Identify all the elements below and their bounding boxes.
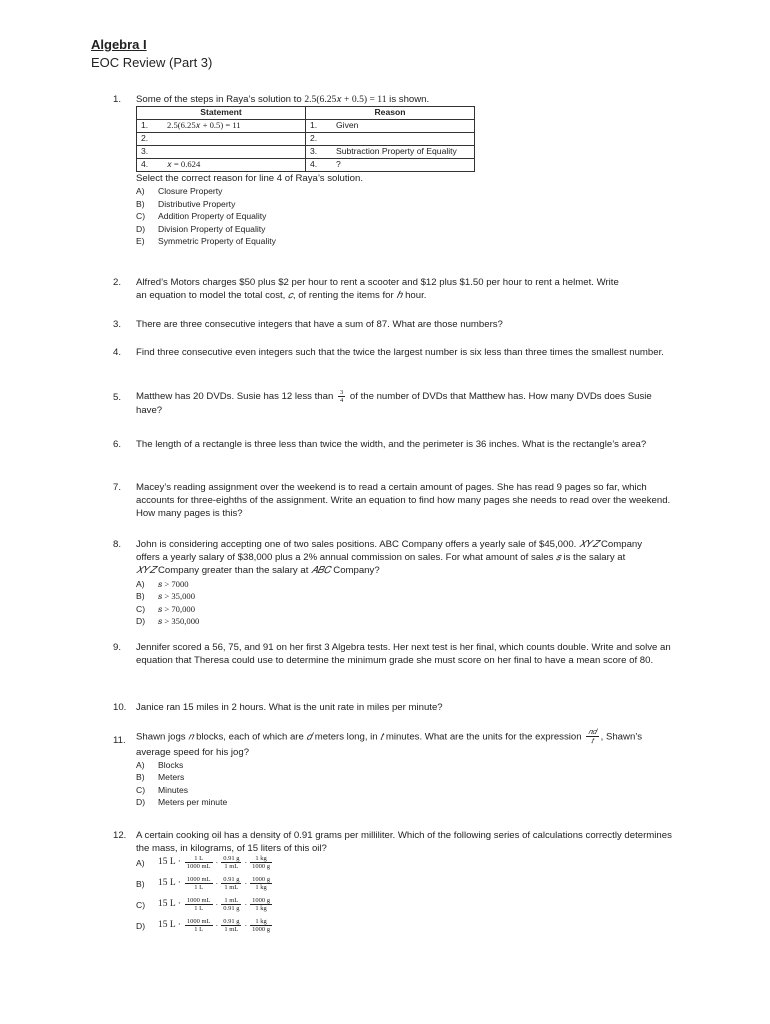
question-text: The length of a rectangle is three less than twice the width, and the perimeter is 36 inches. What is the rectangle’s area? [136, 439, 647, 450]
unit-fraction [185, 897, 213, 912]
q2-var-h: ℎ [396, 290, 403, 302]
fraction-denominator: 1 mL [224, 884, 239, 892]
q11-text-c: meters long, in [312, 731, 381, 743]
q11-text-e: , Shawn’s [600, 731, 643, 743]
q2-line-2c: hour. [402, 290, 427, 302]
q8-line-3a: Company greater than the salary at [155, 565, 312, 577]
answer-option [136, 223, 683, 235]
fraction-denominator: 1 L [194, 905, 204, 913]
option-letter: B) [136, 772, 145, 783]
q11-text-a: Shawn jogs [136, 731, 189, 743]
q11-text-d: minutes. What are the units for the expression [383, 731, 585, 743]
answer-options [136, 852, 683, 936]
fraction [586, 728, 598, 746]
q1-equation: 2.5(6.25𝑥 + 0.5) = 11 [304, 94, 387, 105]
question-text: Find three consecutive even integers such that the twice the largest number is six less than three times the smallest number. [136, 347, 664, 358]
question-text: A certain cooking oil has a density of 0.91 grams per milliliter. Which of the following series of calculations correctly determines the mass, in kilograms, of 15 liters of this oil? [136, 830, 672, 855]
row-number: 3. [141, 146, 149, 157]
question-number: 9. [113, 642, 122, 653]
question-number: 2. [113, 277, 122, 288]
option-letter: C) [136, 784, 146, 795]
table-header-reason: Reason [306, 107, 475, 120]
fraction-denominator: 1000 mL [186, 863, 211, 871]
q8-line-2b: is the salary at [560, 552, 626, 564]
unit-fraction [250, 918, 272, 933]
unit-fraction [221, 918, 241, 933]
unit-fraction [185, 855, 213, 870]
question-11 [113, 728, 683, 809]
row-number: 4. [141, 159, 149, 170]
answer-option [136, 784, 683, 796]
option-letter: E) [136, 236, 145, 247]
q2-line-2a: an equation to model the total cost, [136, 290, 289, 302]
row-number: 4. [310, 159, 318, 170]
table-row [137, 146, 475, 159]
fraction-denominator: 𝑡 [591, 736, 594, 746]
option-letter: D) [136, 797, 146, 808]
q2-line-1: Alfred’s Motors charges $50 plus $2 per hour to rent a scooter and $12 plus $1.50 per hour to rent a helmet. Write [136, 277, 619, 288]
q5-text-a: Matthew has 20 DVDs. Susie has 12 less than [136, 391, 336, 403]
answer-option [136, 615, 683, 627]
q11-var-n: 𝑛 [188, 731, 194, 743]
q1-text-a: Some of the steps in Raya’s solution to [136, 94, 305, 105]
question-number: 3. [113, 319, 122, 330]
option-text: Meters [158, 772, 185, 783]
question-3 [113, 318, 683, 331]
fraction-numerator: 1000 g [252, 897, 270, 905]
answer-option [136, 590, 683, 602]
fraction-numerator: 1000 mL [186, 876, 211, 884]
fraction-numerator: 1000 mL [186, 897, 211, 905]
q8-line-1b: Company [598, 539, 643, 550]
reason-cell [306, 133, 475, 146]
fraction-denominator: 1 mL [224, 863, 239, 871]
answer-option [136, 915, 683, 936]
fraction-denominator: 1 mL [224, 926, 239, 934]
option-letter: B) [136, 591, 145, 602]
question-text [136, 538, 683, 578]
answer-option [136, 185, 683, 197]
answer-option [136, 852, 683, 873]
q5-text-b: of the number of DVDs that Matthew has. How many DVDs does Susie [347, 391, 652, 403]
answer-option [136, 771, 683, 783]
table-row [137, 133, 475, 146]
question-text [136, 93, 683, 106]
statement-cell [137, 133, 306, 146]
row-number: 2. [141, 133, 149, 144]
answer-options [136, 185, 683, 247]
fraction-numerator: 3 [339, 389, 344, 396]
q8-xyz-1: 𝑋𝑌𝑍 [579, 539, 599, 550]
option-text: Meters per minute [158, 797, 228, 808]
fraction-denominator: 4 [339, 397, 344, 405]
option-text: Addition Property of Equality [158, 211, 267, 222]
option-text: 𝑠 > 35,000 [158, 591, 196, 602]
question-number: 8. [113, 539, 122, 550]
option-text: 𝑠 > 350,000 [158, 616, 200, 627]
q11-var-t: 𝑡 [380, 731, 384, 743]
option-text: 𝑠 > 7000 [158, 578, 189, 589]
page-title: Algebra I [91, 37, 147, 52]
option-letter: C) [136, 603, 146, 614]
question-4 [113, 346, 683, 359]
question-9 [113, 641, 683, 667]
table-row [137, 120, 475, 133]
q2-var-c: 𝑐 [288, 290, 293, 302]
option-letter: B) [136, 198, 145, 209]
q5-text-c: have? [136, 405, 163, 417]
multiply-dot: · [215, 921, 219, 931]
table-row [137, 159, 475, 172]
statement-cell [137, 159, 306, 172]
answer-option [136, 235, 683, 247]
fraction-denominator: 1 kg [255, 905, 267, 913]
option-letter: D) [136, 616, 146, 627]
calc-lead: 15 L · [158, 920, 181, 931]
fraction-numerator: 1000 g [252, 876, 270, 884]
reason-cell [306, 120, 475, 133]
page-subtitle: EOC Review (Part 3) [91, 55, 213, 70]
row-number: 2. [310, 133, 318, 144]
multiply-dot: · [244, 858, 248, 868]
fraction-numerator: 1 L [185, 855, 213, 863]
option-letter: A) [136, 578, 145, 589]
calc-lead: 15 L · [158, 857, 181, 868]
fraction-numerator: 1 kg [250, 855, 272, 863]
option-text: Distributive Property [158, 198, 236, 209]
q11-text-b: blocks, each of which are [193, 731, 307, 743]
unit-fraction [221, 897, 241, 912]
fraction-numerator: 1 kg [250, 918, 272, 926]
fraction [338, 389, 345, 404]
question-12 [113, 829, 683, 936]
answer-option [136, 894, 683, 915]
q8-line-3b: Company? [330, 565, 380, 577]
question-text: Macey’s reading assignment over the weekend is to read a certain amount of pages. She has read 9 pages so far, which accounts for three-eighths of the assignment. Write an equation to find how many pages she needs to read over the weekend. How many pages is this? [136, 482, 671, 520]
question-number: 1. [113, 94, 122, 105]
unit-fraction [250, 855, 272, 870]
q8-line-1a: John is considering accepting one of two sales positions. ABC Company offers a yearly sale of $45,000. [136, 539, 579, 550]
question-number: 11. [113, 735, 126, 746]
question-text: Jennifer scored a 56, 75, and 91 on her first 3 Algebra tests. Her next test is her final, which counts double. Write and solve an equation that Theresa could use to determine the minimum grade she must score on her final to have a mean score of 80. [136, 642, 671, 667]
option-letter: A) [136, 759, 145, 770]
option-letter: A) [136, 186, 145, 197]
q11-text-f: average speed for his jog? [136, 746, 250, 758]
q8-abc: 𝐴𝐵𝐶 [311, 565, 331, 577]
option-letter: C) [136, 899, 146, 910]
question-text: There are three consecutive integers that have a sum of 87. What are those numbers? [136, 319, 503, 330]
question-1 [113, 93, 683, 248]
unit-fraction [221, 876, 241, 891]
unit-fraction [185, 918, 213, 933]
question-text: Janice ran 15 miles in 2 hours. What is the unit rate in miles per minute? [136, 702, 443, 713]
question-number: 6. [113, 439, 122, 450]
answer-option [136, 198, 683, 210]
reason-text: Given [336, 120, 359, 131]
reason-cell [306, 146, 475, 159]
fraction-numerator: 0.91 g [223, 876, 240, 884]
answer-options [136, 578, 683, 628]
fraction-denominator: 1 kg [255, 884, 267, 892]
option-text: Closure Property [158, 186, 223, 197]
multiply-dot: · [244, 900, 248, 910]
question-prompt: Select the correct reason for line 4 of Raya’s solution. [136, 173, 363, 185]
answer-option [136, 796, 683, 808]
unit-fraction [250, 876, 272, 891]
statement-text: 𝑥 = 0.624 [167, 159, 201, 170]
question-number: 7. [113, 482, 122, 493]
q8-line-2a: offers a yearly salary of $38,000 plus a 2% annual commission on sales. For what amount of sales [136, 552, 557, 564]
multiply-dot: · [215, 858, 219, 868]
question-number: 12. [113, 830, 127, 841]
reason-cell [306, 159, 475, 172]
option-letter: D) [136, 223, 146, 234]
row-number: 3. [310, 146, 318, 157]
question-number: 5. [113, 392, 122, 403]
calc-lead: 15 L · [158, 899, 181, 910]
question-8 [113, 538, 683, 628]
option-text: Minutes [158, 784, 189, 795]
fraction-numerator: 0.91 g [223, 855, 240, 863]
answer-option [136, 759, 683, 771]
option-letter: B) [136, 878, 145, 889]
proof-table [136, 106, 475, 172]
option-text: 𝑠 > 70,000 [158, 603, 196, 614]
q8-xyz-2: 𝑋𝑌𝑍 [136, 565, 156, 577]
answer-option [136, 578, 683, 590]
fraction-numerator: 1 mL [221, 897, 241, 905]
option-letter: D) [136, 920, 146, 931]
fraction-numerator: 1000 mL [186, 918, 211, 926]
multiply-dot: · [244, 921, 248, 931]
question-5 [113, 389, 683, 418]
q1-text-b: is shown. [386, 94, 430, 105]
fraction-numerator: 0.91 g [223, 918, 240, 926]
q2-line-2b: , of renting the items for [292, 290, 397, 302]
unit-fraction [221, 855, 241, 870]
reason-text: ? [336, 159, 341, 170]
question-7 [113, 481, 683, 521]
option-text: Blocks [158, 759, 184, 770]
fraction-denominator: 0.91 g [223, 905, 240, 913]
question-6 [113, 438, 683, 451]
statement-text: 2.5(6.25𝑥 + 0.5) = 11 [167, 120, 241, 131]
fraction-denominator: 1000 g [252, 863, 270, 871]
statement-cell [137, 120, 306, 133]
question-text [136, 276, 683, 302]
fraction-denominator: 1000 g [252, 926, 270, 934]
row-number: 1. [310, 120, 318, 131]
unit-fraction [250, 897, 272, 912]
q11-var-d: 𝑑 [306, 731, 313, 743]
fraction-denominator: 1 L [194, 884, 204, 892]
question-number: 4. [113, 347, 122, 358]
question-10 [113, 701, 683, 714]
reason-text: Subtraction Property of Equality [336, 146, 457, 157]
question-2 [113, 276, 683, 302]
option-text: Division Property of Equality [158, 223, 266, 234]
answer-options [136, 759, 683, 809]
question-text [136, 389, 683, 418]
row-number: 1. [141, 120, 149, 131]
option-letter: A) [136, 857, 145, 868]
question-text [136, 728, 683, 759]
multiply-dot: · [215, 900, 219, 910]
fraction-denominator: 1 L [194, 926, 204, 934]
q8-var-s: 𝑠 [556, 552, 561, 564]
calc-lead: 15 L · [158, 878, 181, 889]
statement-cell [137, 146, 306, 159]
fraction-numerator: 𝑛𝑑 [588, 727, 597, 736]
multiply-dot: · [215, 879, 219, 889]
multiply-dot: · [244, 879, 248, 889]
option-text: Symmetric Property of Equality [158, 236, 276, 247]
question-number: 10. [113, 702, 127, 713]
unit-fraction [185, 876, 213, 891]
answer-option [136, 873, 683, 894]
answer-option [136, 603, 683, 615]
table-header-statement: Statement [137, 107, 306, 120]
option-letter: C) [136, 211, 146, 222]
answer-option [136, 210, 683, 222]
